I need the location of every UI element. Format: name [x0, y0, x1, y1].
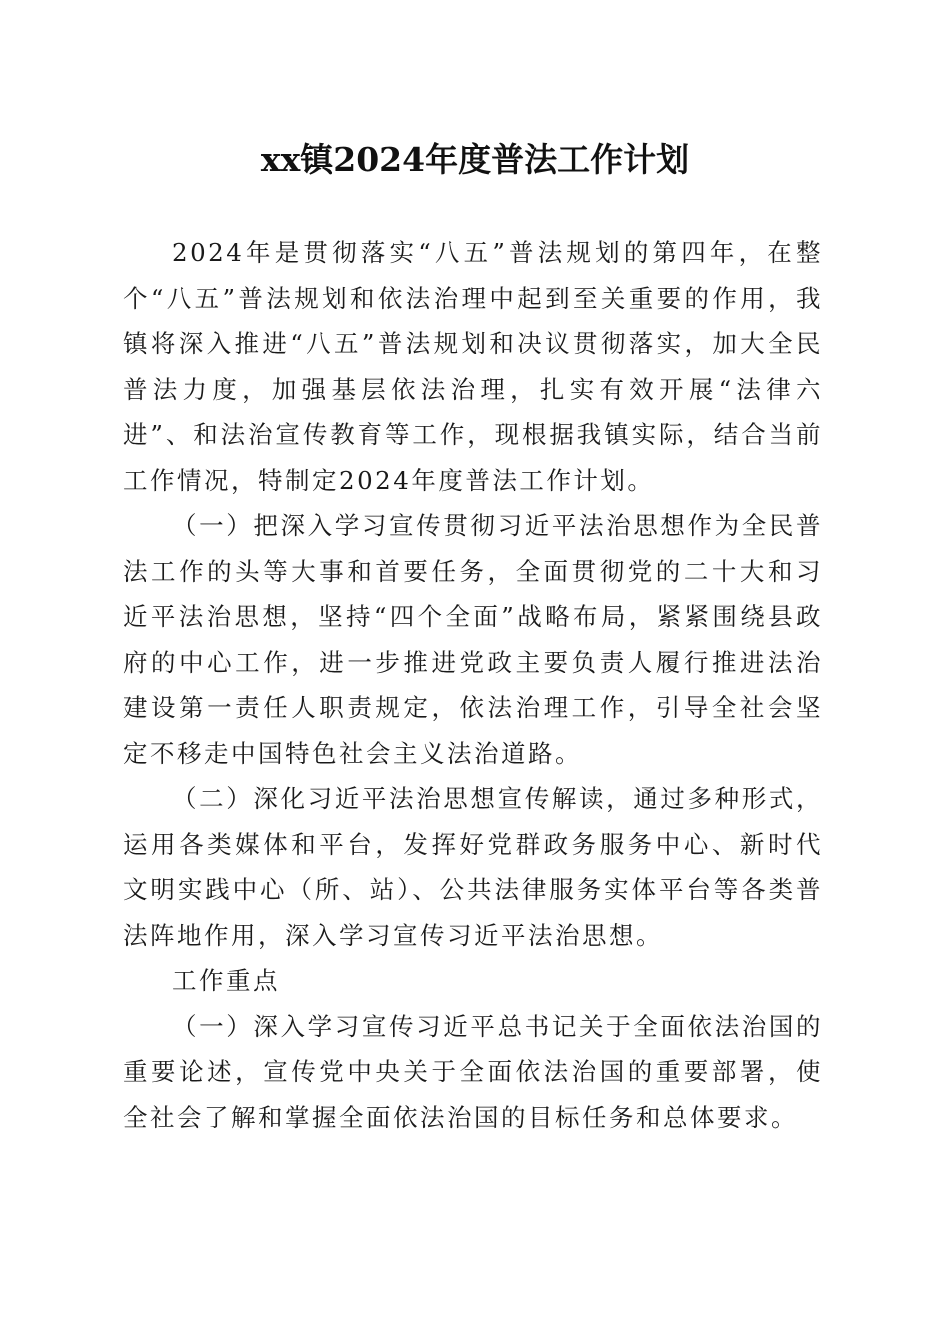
section-paragraph-1: （一）深入学习宣传习近平总书记关于全面依法治国的重要论述，宣传党中央关于全面依法治国的重要部署，使全社会了解和掌握全面依法治国的目标任务和总体要求。: [123, 1011, 823, 1132]
paragraph-item-2: （二）深化习近平法治思想宣传解读，通过多种形式，运用各类媒体和平台，发挥好党群政务服务中心、新时代文明实践中心（所、站）、公共法律服务实体平台等各类普法阵地作用，深入学习宣传习近平法治思想。: [123, 784, 823, 950]
paragraph-item-1: （一）把深入学习宣传贯彻习近平法治思想作为全民普法工作的头等大事和首要任务，全面贯彻党的二十大和习近平法治思想，坚持“四个全面”战略布局，紧紧围绕县政府的中心工作，进一步推进党政主要负责人履行推进法治建设第一责任人职责规定，依法治理工作，引导全社会坚定不移走中国特色社会主义法治道路。: [123, 511, 823, 768]
section-heading: 工作重点: [172, 966, 280, 995]
document-title: xx镇2024年度普法工作计划: [260, 140, 690, 179]
paragraph-intro: 2024年是贯彻落实“八五”普法规划的第四年，在整个“八五”普法规划和依法治理中起到至关重要的作用，我镇将深入推进“八五”普法规划和决议贯彻落实，加大全民普法力度，加强基层依法治理，扎实有效开展“法律六进”、和法治宣传教育等工作，现根据我镇实际，结合当前工作情况，特制定2024年度普法工作计划。: [123, 238, 823, 495]
document-body: [123, 230, 823, 1140]
